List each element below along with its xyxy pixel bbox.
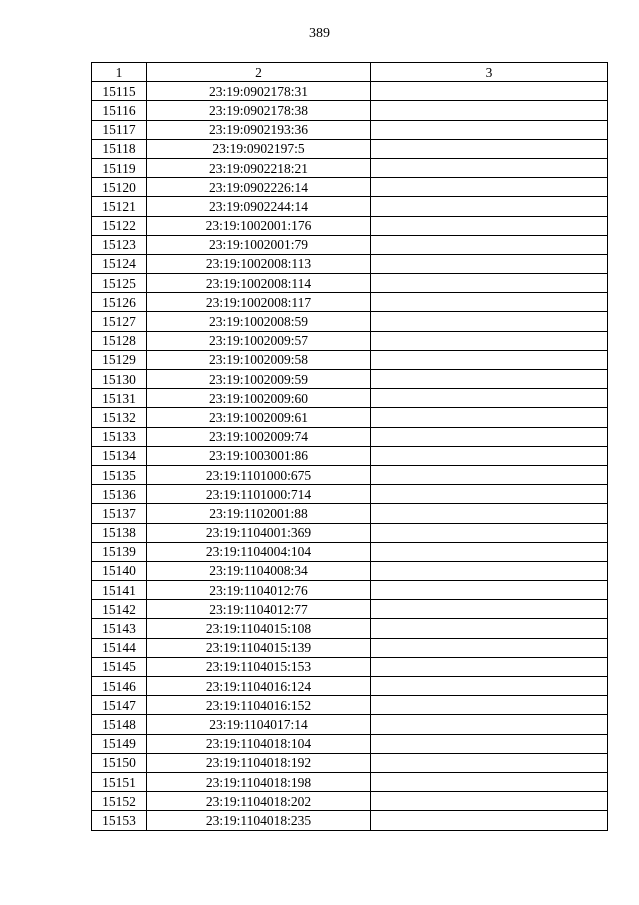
notes-cell	[371, 715, 608, 734]
header-row	[92, 63, 608, 82]
table-row	[92, 370, 608, 389]
cadastral-number-cell: 23:19:1101000:675	[147, 465, 371, 484]
column-header-3: 3	[371, 63, 608, 82]
cadastral-number-cell: 23:19:0902193:36	[147, 120, 371, 139]
cadastral-number-cell: 23:19:1002008:114	[147, 274, 371, 293]
table-row	[92, 504, 608, 523]
table-row	[92, 657, 608, 676]
row-number-cell: 15130	[92, 370, 147, 389]
row-number-cell: 15146	[92, 677, 147, 696]
cadastral-number-cell: 23:19:1002009:61	[147, 408, 371, 427]
cadastral-number-cell: 23:19:1104012:76	[147, 581, 371, 600]
notes-cell	[371, 331, 608, 350]
table-row	[92, 120, 608, 139]
cadastral-number-cell: 23:19:1104016:152	[147, 696, 371, 715]
cadastral-number-cell: 23:19:1104015:108	[147, 619, 371, 638]
notes-cell	[371, 178, 608, 197]
notes-cell	[371, 101, 608, 120]
row-number-cell: 15125	[92, 274, 147, 293]
table-row	[92, 581, 608, 600]
row-number-cell: 15123	[92, 235, 147, 254]
row-number-cell: 15133	[92, 427, 147, 446]
row-number-cell: 15124	[92, 254, 147, 273]
table-row	[92, 293, 608, 312]
notes-cell	[371, 523, 608, 542]
row-number-cell: 15129	[92, 350, 147, 369]
notes-cell	[371, 235, 608, 254]
notes-cell	[371, 696, 608, 715]
row-number-cell: 15138	[92, 523, 147, 542]
row-number-cell: 15148	[92, 715, 147, 734]
table-row	[92, 139, 608, 158]
table-row	[92, 350, 608, 369]
row-number-cell: 15136	[92, 485, 147, 504]
table-row	[92, 485, 608, 504]
row-number-cell: 15151	[92, 772, 147, 791]
notes-cell	[371, 465, 608, 484]
row-number-cell: 15118	[92, 139, 147, 158]
row-number-cell: 15141	[92, 581, 147, 600]
row-number-cell: 15134	[92, 446, 147, 465]
table-row	[92, 82, 608, 101]
notes-cell	[371, 792, 608, 811]
notes-cell	[371, 753, 608, 772]
notes-cell	[371, 82, 608, 101]
cadastral-number-cell: 23:19:1104018:192	[147, 753, 371, 772]
notes-cell	[371, 446, 608, 465]
table-row	[92, 696, 608, 715]
row-number-cell: 15145	[92, 657, 147, 676]
notes-cell	[371, 542, 608, 561]
notes-cell	[371, 657, 608, 676]
cadastral-number-cell: 23:19:1104001:369	[147, 523, 371, 542]
cadastral-number-cell: 23:19:1104012:77	[147, 600, 371, 619]
table-row	[92, 772, 608, 791]
row-number-cell: 15137	[92, 504, 147, 523]
notes-cell	[371, 216, 608, 235]
table-row	[92, 197, 608, 216]
notes-cell	[371, 811, 608, 830]
table-row	[92, 312, 608, 331]
table-row	[92, 465, 608, 484]
table-row	[92, 753, 608, 772]
table-row	[92, 600, 608, 619]
notes-cell	[371, 581, 608, 600]
row-number-cell: 15131	[92, 389, 147, 408]
notes-cell	[371, 619, 608, 638]
cadastral-number-cell: 23:19:1104015:139	[147, 638, 371, 657]
cadastral-number-cell: 23:19:1104018:235	[147, 811, 371, 830]
cadastral-number-cell: 23:19:1104015:153	[147, 657, 371, 676]
cadastral-number-cell: 23:19:1002001:176	[147, 216, 371, 235]
table-row	[92, 561, 608, 580]
table-header	[92, 63, 608, 82]
row-number-cell: 15121	[92, 197, 147, 216]
notes-cell	[371, 197, 608, 216]
cadastral-number-cell: 23:19:1102001:88	[147, 504, 371, 523]
cadastral-number-cell: 23:19:1002008:117	[147, 293, 371, 312]
cadastral-number-cell: 23:19:1104018:104	[147, 734, 371, 753]
cadastral-number-cell: 23:19:1002009:57	[147, 331, 371, 350]
table-row	[92, 638, 608, 657]
cadastral-number-cell: 23:19:1104017:14	[147, 715, 371, 734]
notes-cell	[371, 504, 608, 523]
cadastral-number-cell: 23:19:1104018:202	[147, 792, 371, 811]
notes-cell	[371, 485, 608, 504]
column-header-1: 1	[92, 63, 147, 82]
row-number-cell: 15150	[92, 753, 147, 772]
table-row	[92, 389, 608, 408]
row-number-cell: 15152	[92, 792, 147, 811]
row-number-cell: 15153	[92, 811, 147, 830]
table-row	[92, 408, 608, 427]
row-number-cell: 15147	[92, 696, 147, 715]
cadastral-number-cell: 23:19:1101000:714	[147, 485, 371, 504]
cadastral-number-cell: 23:19:1002009:58	[147, 350, 371, 369]
notes-cell	[371, 677, 608, 696]
cadastral-number-cell: 23:19:1003001:86	[147, 446, 371, 465]
notes-cell	[371, 600, 608, 619]
cadastral-number-cell: 23:19:1104004:104	[147, 542, 371, 561]
row-number-cell: 15120	[92, 178, 147, 197]
cadastral-number-cell: 23:19:0902218:21	[147, 158, 371, 177]
row-number-cell: 15142	[92, 600, 147, 619]
cadastral-number-cell: 23:19:0902226:14	[147, 178, 371, 197]
table-row	[92, 331, 608, 350]
notes-cell	[371, 370, 608, 389]
table-row	[92, 101, 608, 120]
table-row	[92, 274, 608, 293]
table-row	[92, 158, 608, 177]
table-row	[92, 811, 608, 830]
notes-cell	[371, 293, 608, 312]
row-number-cell: 15117	[92, 120, 147, 139]
notes-cell	[371, 274, 608, 293]
table-row	[92, 235, 608, 254]
cadastral-number-cell: 23:19:0902197:5	[147, 139, 371, 158]
cadastral-number-cell: 23:19:1002009:74	[147, 427, 371, 446]
row-number-cell: 15126	[92, 293, 147, 312]
cadastral-number-cell: 23:19:1002001:79	[147, 235, 371, 254]
cadastral-number-cell: 23:19:1002009:60	[147, 389, 371, 408]
data-table	[91, 62, 608, 831]
row-number-cell: 15135	[92, 465, 147, 484]
column-header-2: 2	[147, 63, 371, 82]
row-number-cell: 15143	[92, 619, 147, 638]
notes-cell	[371, 139, 608, 158]
row-number-cell: 15132	[92, 408, 147, 427]
notes-cell	[371, 120, 608, 139]
table-row	[92, 216, 608, 235]
table-row	[92, 178, 608, 197]
row-number-cell: 15116	[92, 101, 147, 120]
notes-cell	[371, 158, 608, 177]
notes-cell	[371, 312, 608, 331]
cadastral-number-cell: 23:19:1002009:59	[147, 370, 371, 389]
cadastral-number-cell: 23:19:1002008:113	[147, 254, 371, 273]
cadastral-number-cell: 23:19:1104008:34	[147, 561, 371, 580]
notes-cell	[371, 350, 608, 369]
table-row	[92, 254, 608, 273]
notes-cell	[371, 734, 608, 753]
table-row	[92, 734, 608, 753]
notes-cell	[371, 427, 608, 446]
table-row	[92, 715, 608, 734]
notes-cell	[371, 638, 608, 657]
row-number-cell: 15115	[92, 82, 147, 101]
notes-cell	[371, 408, 608, 427]
cadastral-number-cell: 23:19:0902244:14	[147, 197, 371, 216]
cadastral-number-cell: 23:19:1002008:59	[147, 312, 371, 331]
row-number-cell: 15119	[92, 158, 147, 177]
row-number-cell: 15149	[92, 734, 147, 753]
table-row	[92, 619, 608, 638]
cadastral-number-cell: 23:19:1104018:198	[147, 772, 371, 791]
cadastral-number-cell: 23:19:1104016:124	[147, 677, 371, 696]
row-number-cell: 15139	[92, 542, 147, 561]
table-row	[92, 677, 608, 696]
table-body	[92, 82, 608, 830]
row-number-cell: 15144	[92, 638, 147, 657]
cadastral-number-cell: 23:19:0902178:38	[147, 101, 371, 120]
notes-cell	[371, 254, 608, 273]
table-row	[92, 427, 608, 446]
notes-cell	[371, 389, 608, 408]
notes-cell	[371, 772, 608, 791]
cadastral-number-cell: 23:19:0902178:31	[147, 82, 371, 101]
page-number: 389	[309, 26, 330, 41]
row-number-cell: 15140	[92, 561, 147, 580]
table-row	[92, 446, 608, 465]
row-number-cell: 15127	[92, 312, 147, 331]
row-number-cell: 15128	[92, 331, 147, 350]
table-row	[92, 792, 608, 811]
notes-cell	[371, 561, 608, 580]
table-row	[92, 523, 608, 542]
table-row	[92, 542, 608, 561]
row-number-cell: 15122	[92, 216, 147, 235]
